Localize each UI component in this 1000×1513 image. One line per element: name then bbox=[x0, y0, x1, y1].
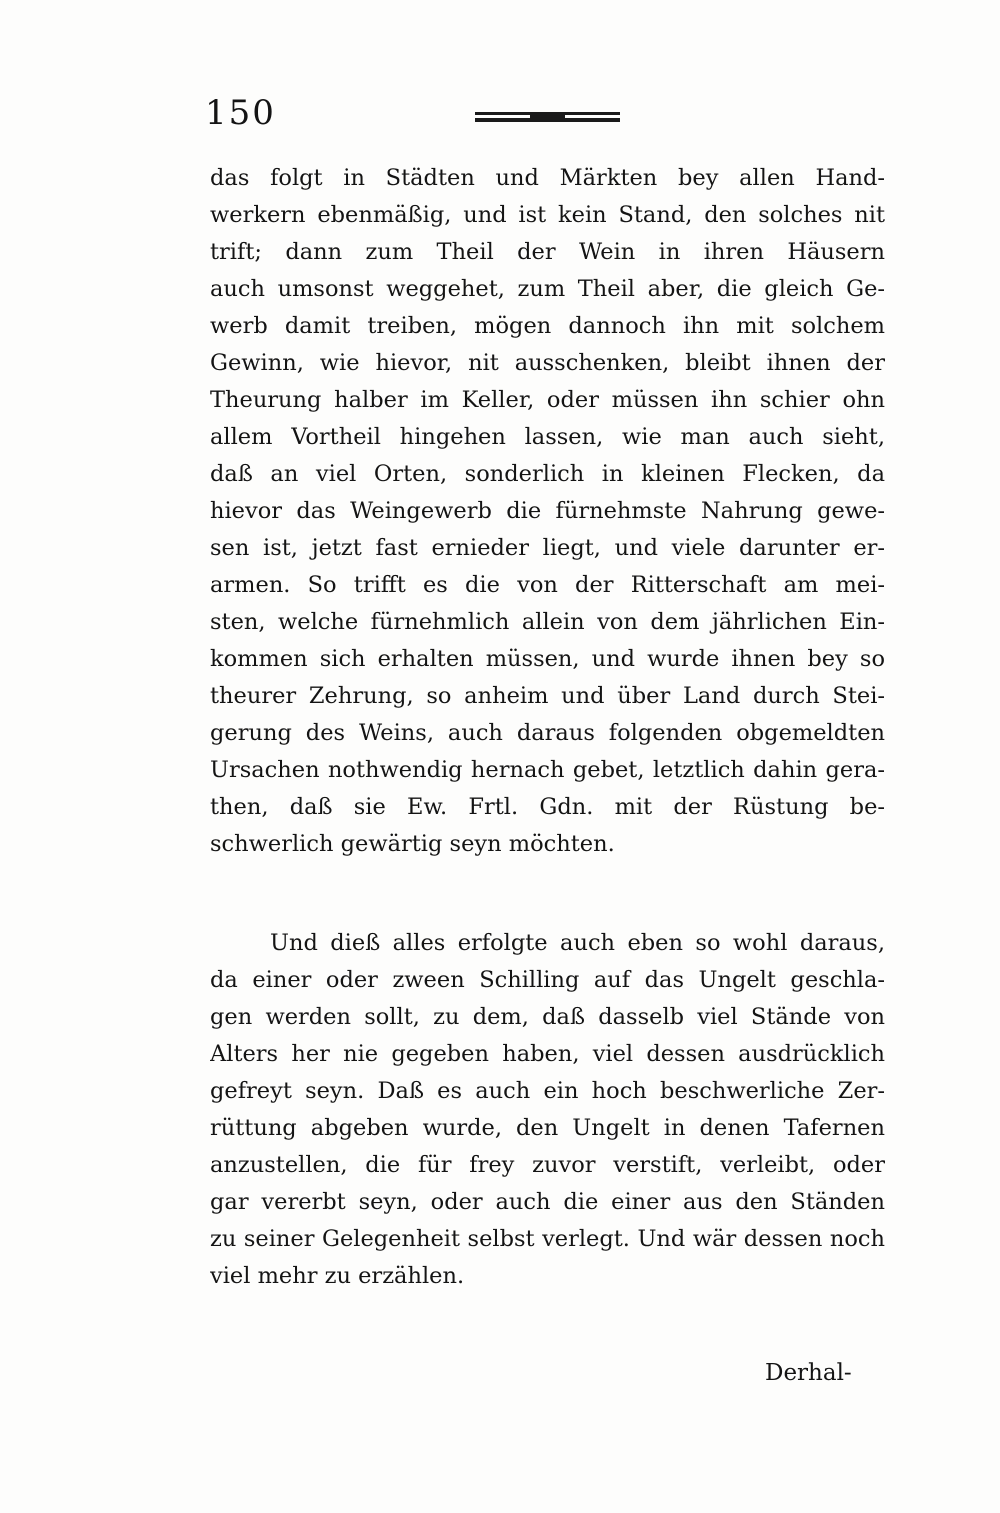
text-line: theurer Zehrung, so anheim und über Land durch Stei- bbox=[210, 683, 885, 709]
paragraph-1 bbox=[210, 160, 885, 863]
text-line: allem Vortheil hingehen lassen, wie man auch sieht, bbox=[210, 424, 885, 450]
text-line: Alters her nie gegeben haben, viel dessen ausdrücklich bbox=[210, 1041, 885, 1067]
text-line: then, daß sie Ew. Frtl. Gdn. mit der Rüstung be- bbox=[210, 794, 885, 820]
text-line: kommen sich erhalten müssen, und wurde ihnen bey so bbox=[210, 646, 885, 672]
text-line: auch umsonst weggehet, zum Theil aber, die gleich Ge- bbox=[210, 276, 885, 302]
text-line: da einer oder zween Schilling auf das Ungelt geschla- bbox=[210, 967, 885, 993]
text-line: schwerlich gewärtig seyn möchten. bbox=[210, 831, 615, 857]
text-line: zu seiner Gelegenheit selbst verlegt. Und wär dessen noch bbox=[210, 1226, 885, 1252]
text-line: das folgt in Städten und Märkten bey allen Hand- bbox=[210, 165, 885, 191]
text-line: Ursachen nothwendig hernach gebet, letztlich dahin gera- bbox=[210, 757, 885, 783]
text-line: Theurung halber im Keller, oder müssen ihn schier ohn bbox=[210, 387, 885, 413]
text-line: gefreyt seyn. Daß es auch ein hoch beschwerliche Zer- bbox=[210, 1078, 885, 1104]
text-line: gerung des Weins, auch daraus folgenden obgemeldten bbox=[210, 720, 885, 746]
text-line: hievor das Weingewerb die fürnehmste Nahrung gewe- bbox=[210, 498, 885, 524]
paragraph-2 bbox=[210, 925, 885, 1295]
page-number: 150 bbox=[205, 93, 276, 133]
text-line: werb damit treiben, mögen dannoch ihn mit solchem bbox=[210, 313, 885, 339]
text-line: sen ist, jetzt fast ernieder liegt, und viele darunter er- bbox=[210, 535, 885, 561]
text-line: trift; dann zum Theil der Wein in ihren Häusern bbox=[210, 239, 885, 265]
text-line: werkern ebenmäßig, und ist kein Stand, den solches nit bbox=[210, 202, 885, 228]
text-line: rüttung abgeben wurde, den Ungelt in denen Tafernen bbox=[210, 1115, 885, 1141]
text-line: armen. So trifft es die von der Ritterschaft am mei- bbox=[210, 572, 885, 598]
text-line: viel mehr zu erzählen. bbox=[210, 1263, 465, 1289]
text-line: gar vererbt seyn, oder auch die einer aus den Ständen bbox=[210, 1189, 885, 1215]
text-line: daß an viel Orten, sonderlich in kleinen Flecken, da bbox=[210, 461, 885, 487]
text-line: gen werden sollt, zu dem, daß dasselb viel Stände von bbox=[210, 1004, 885, 1030]
header-ornament-rule bbox=[475, 110, 620, 124]
catchword: Derhal- bbox=[765, 1360, 852, 1386]
text-line: anzustellen, die für frey zuvor verstift, verleibt, oder bbox=[210, 1152, 885, 1178]
text-line: Und dieß alles erfolgte auch eben so wohl daraus, bbox=[270, 930, 885, 956]
text-line: Gewinn, wie hievor, nit ausschenken, bleibt ihnen der bbox=[210, 350, 885, 376]
text-line: sten, welche fürnehmlich allein von dem jährlichen Ein- bbox=[210, 609, 885, 635]
